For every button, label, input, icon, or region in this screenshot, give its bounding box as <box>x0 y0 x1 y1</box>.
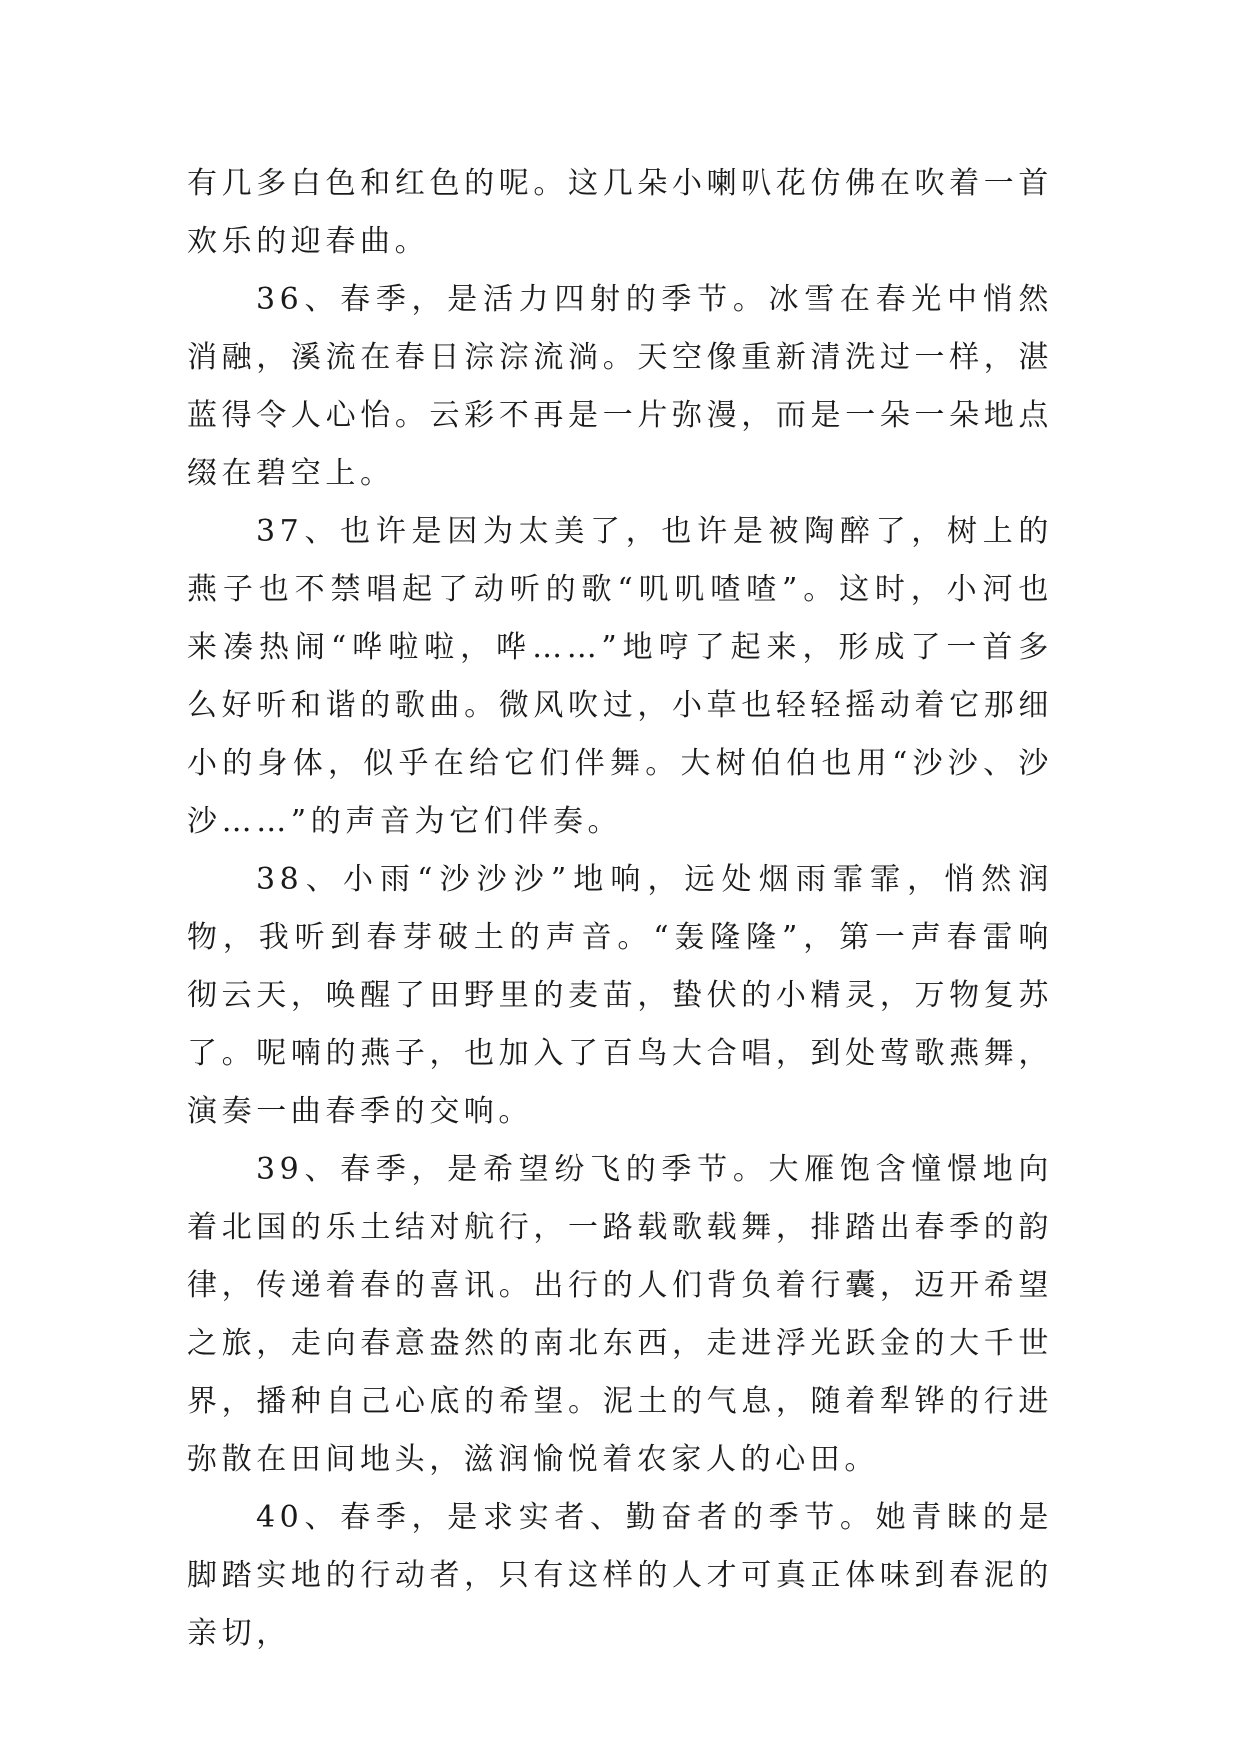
paragraph-40: 40、春季，是求实者、勤奋者的季节。她青睐的是脚踏实地的行动者，只有这样的人才可真正体味到春泥的亲切， <box>187 1500 1053 1651</box>
paragraph-39: 39、春季，是希望纷飞的季节。大雁饱含憧憬地向着北国的乐土结对航行，一路载歌载舞，排踏出春季的韵律，传递着春的喜讯。出行的人们背负着行囊，迈开希望之旅，走向春意盎然的南北东西，走进浮光跃金的大千世界，播种自己心底的希望。泥土的气息，随着犁铧的行进弥散在田间地头，滋润愉悦着农家人的心田。 <box>187 1152 1053 1477</box>
document-body <box>187 155 1053 1663</box>
paragraph-37: 37、也许是因为太美了，也许是被陶醉了，树上的燕子也不禁唱起了动听的歌“叽叽喳喳”。这时，小河也来凑热闹“哗啦啦，哗……”地哼了起来，形成了一首多么好听和谐的歌曲。微风吹过，小草也轻轻摇动着它那细小的身体，似乎在给它们伴舞。大树伯伯也用“沙沙、沙沙……”的声音为它们伴奏。 <box>187 514 1053 839</box>
paragraph-38: 38、小雨“沙沙沙”地响，远处烟雨霏霏，悄然润物，我听到春芽破土的声音。“轰隆隆”，第一声春雷响彻云天，唤醒了田野里的麦苗，蛰伏的小精灵，万物复苏了。呢喃的燕子，也加入了百鸟大合唱，到处莺歌燕舞，演奏一曲春季的交响。 <box>187 862 1053 1129</box>
paragraph-continued: 有几多白色和红色的呢。这几朵小喇叭花仿佛在吹着一首欢乐的迎春曲。 <box>187 166 1053 259</box>
paragraph-36: 36、春季，是活力四射的季节。冰雪在春光中悄然消融，溪流在春日淙淙流淌。天空像重新清洗过一样，湛蓝得令人心怡。云彩不再是一片弥漫，而是一朵一朵地点缀在碧空上。 <box>187 282 1053 491</box>
